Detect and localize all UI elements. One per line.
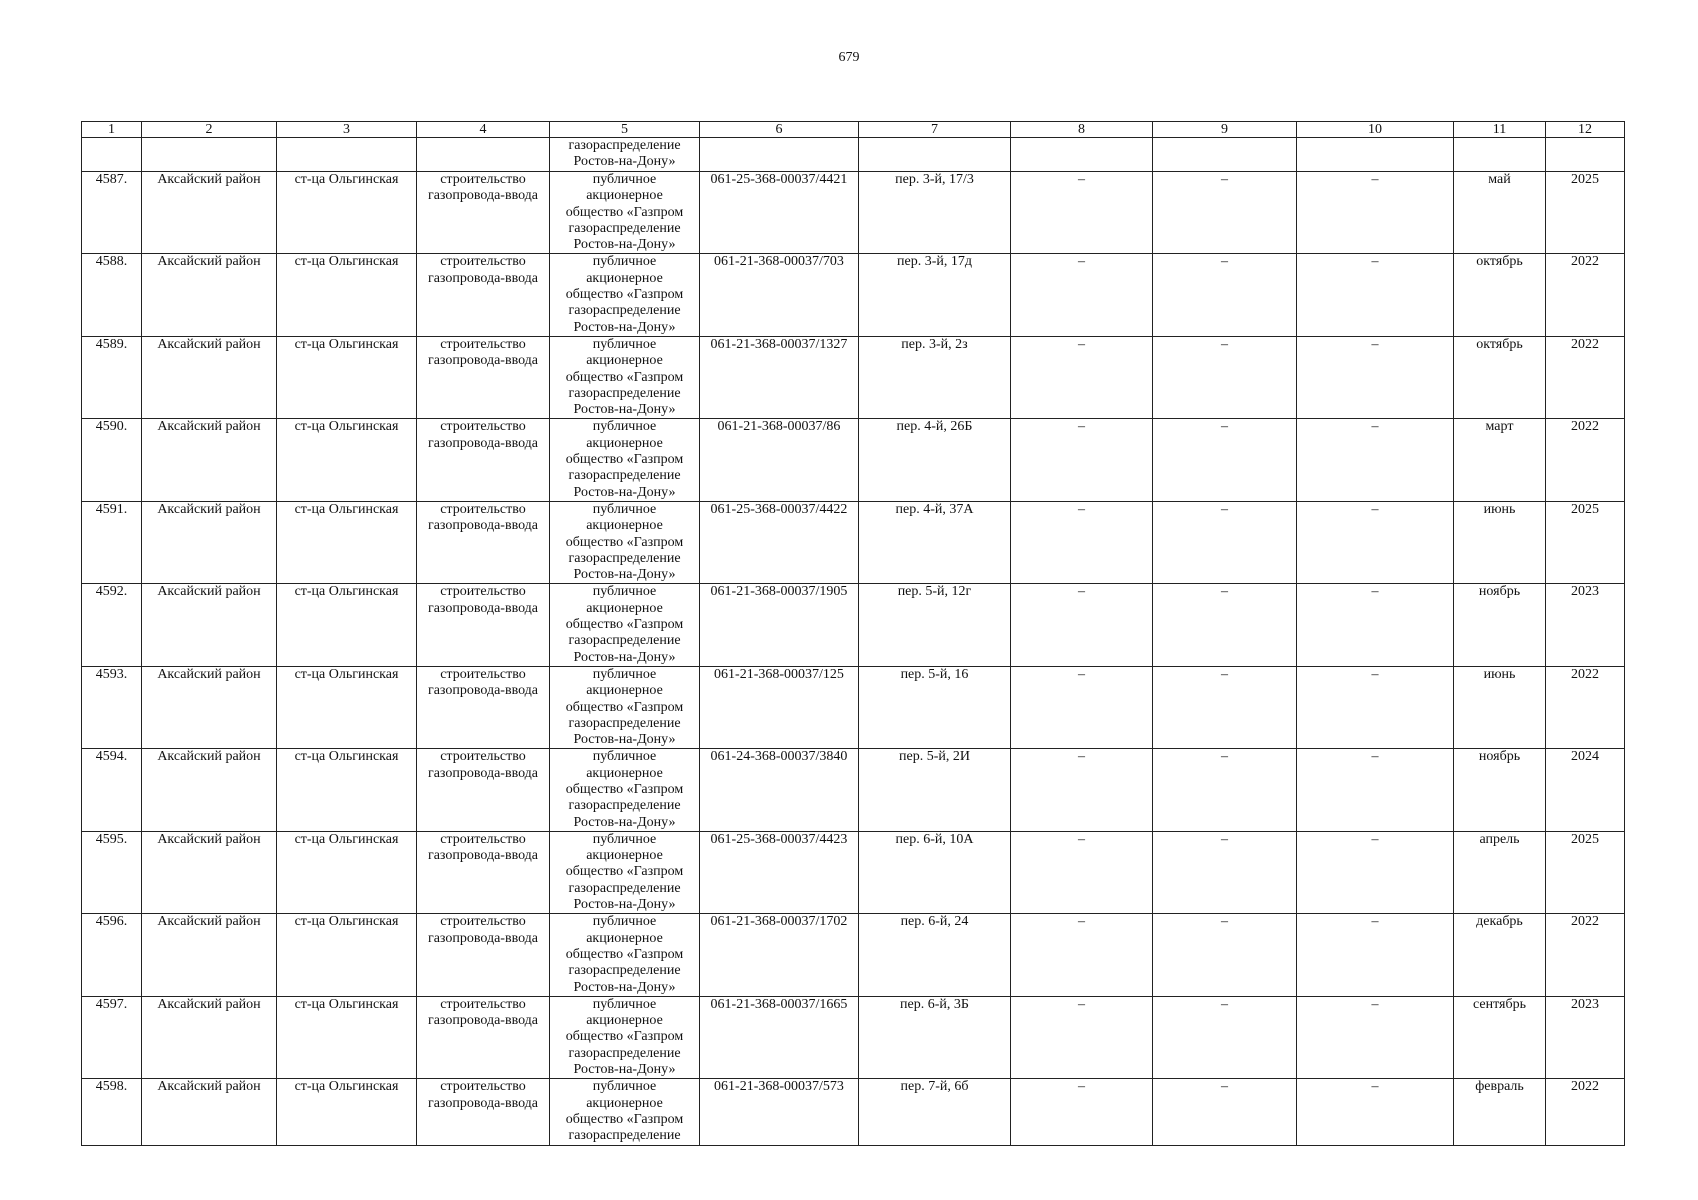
settlement-cell: ст-ца Ольгинская bbox=[277, 749, 417, 831]
cell-line: строительство bbox=[440, 914, 526, 930]
object-code-cell: 061-24-368-00037/3840 bbox=[700, 749, 859, 831]
district-cell: Аксайский район bbox=[142, 666, 277, 748]
cell-line: акционерное bbox=[586, 188, 663, 204]
column-9-cell: – bbox=[1153, 501, 1297, 583]
cell-line: газопровода-ввода bbox=[427, 683, 539, 699]
column-number-header: 10 bbox=[1297, 122, 1454, 138]
object-code-cell: 061-21-368-00037/1702 bbox=[700, 914, 859, 996]
year-cell: 2024 bbox=[1546, 749, 1625, 831]
column-10-cell: – bbox=[1297, 1079, 1454, 1145]
cell-line: публичное bbox=[592, 749, 657, 765]
cell-line: строительство bbox=[440, 1079, 526, 1095]
column-10-cell: – bbox=[1297, 914, 1454, 996]
month-cell: июнь bbox=[1454, 501, 1546, 583]
owner-cell bbox=[550, 666, 700, 748]
empty-cell bbox=[277, 138, 417, 172]
year-cell: 2025 bbox=[1546, 831, 1625, 913]
work-type-cell bbox=[417, 584, 550, 666]
row-number-cell: 4598. bbox=[82, 1079, 142, 1145]
district-cell: Аксайский район bbox=[142, 501, 277, 583]
column-10-cell: – bbox=[1297, 501, 1454, 583]
cell-line: Ростов-на-Дону» bbox=[573, 319, 676, 335]
empty-cell bbox=[1011, 138, 1153, 172]
cell-line: публичное bbox=[592, 996, 657, 1012]
month-cell: октябрь bbox=[1454, 336, 1546, 418]
cell-line: публичное bbox=[592, 336, 657, 352]
cell-line: газопровода-ввода bbox=[427, 765, 539, 781]
row-number-cell: 4588. bbox=[82, 254, 142, 336]
cell-line: газораспределение bbox=[568, 303, 681, 319]
owner-cell bbox=[550, 914, 700, 996]
address-cell: пер. 5-й, 16 bbox=[859, 666, 1011, 748]
month-cell: май bbox=[1454, 172, 1546, 254]
table-body bbox=[82, 138, 1625, 1146]
cell-line: Ростов-на-Дону» bbox=[573, 732, 676, 748]
table-row bbox=[82, 831, 1625, 913]
year-cell: 2022 bbox=[1546, 336, 1625, 418]
column-10-cell: – bbox=[1297, 336, 1454, 418]
owner-cell bbox=[550, 254, 700, 336]
district-cell: Аксайский район bbox=[142, 172, 277, 254]
table-row bbox=[82, 501, 1625, 583]
column-8-cell: – bbox=[1011, 419, 1153, 501]
settlement-cell: ст-ца Ольгинская bbox=[277, 666, 417, 748]
cell-line: строительство bbox=[440, 501, 526, 517]
owner-cell bbox=[550, 336, 700, 418]
empty-cell bbox=[859, 138, 1011, 172]
column-10-cell: – bbox=[1297, 666, 1454, 748]
table-row bbox=[82, 1079, 1625, 1145]
cell-line: газораспределение bbox=[568, 468, 681, 484]
cell-line: общество «Газпром bbox=[565, 864, 684, 880]
cell-line: строительство bbox=[440, 419, 526, 435]
page-number: 679 bbox=[838, 50, 860, 65]
column-number-header: 8 bbox=[1011, 122, 1153, 138]
month-cell: ноябрь bbox=[1454, 749, 1546, 831]
column-9-cell: – bbox=[1153, 666, 1297, 748]
object-code-cell: 061-21-368-00037/573 bbox=[700, 1079, 859, 1145]
district-cell: Аксайский район bbox=[142, 336, 277, 418]
owner-cell bbox=[550, 138, 700, 172]
row-number-cell: 4594. bbox=[82, 749, 142, 831]
year-cell: 2025 bbox=[1546, 501, 1625, 583]
table-row bbox=[82, 914, 1625, 996]
owner-cell bbox=[550, 419, 700, 501]
column-9-cell: – bbox=[1153, 831, 1297, 913]
column-8-cell: – bbox=[1011, 831, 1153, 913]
column-number-header: 5 bbox=[550, 122, 700, 138]
cell-line: публичное bbox=[592, 254, 657, 270]
settlement-cell: ст-ца Ольгинская bbox=[277, 172, 417, 254]
row-number-cell: 4590. bbox=[82, 419, 142, 501]
year-cell: 2022 bbox=[1546, 666, 1625, 748]
month-cell: октябрь bbox=[1454, 254, 1546, 336]
table-row bbox=[82, 336, 1625, 418]
row-number-cell: 4593. bbox=[82, 666, 142, 748]
year-cell: 2022 bbox=[1546, 914, 1625, 996]
cell-line: акционерное bbox=[586, 930, 663, 946]
work-type-cell bbox=[417, 666, 550, 748]
object-code-cell: 061-21-368-00037/703 bbox=[700, 254, 859, 336]
district-cell: Аксайский район bbox=[142, 1079, 277, 1145]
empty-cell bbox=[417, 138, 550, 172]
column-8-cell: – bbox=[1011, 996, 1153, 1078]
month-cell: декабрь bbox=[1454, 914, 1546, 996]
address-cell: пер. 6-й, 24 bbox=[859, 914, 1011, 996]
column-8-cell: – bbox=[1011, 914, 1153, 996]
cell-line: общество «Газпром bbox=[565, 369, 684, 385]
year-cell: 2022 bbox=[1546, 1079, 1625, 1145]
district-cell: Аксайский район bbox=[142, 254, 277, 336]
cell-line: газораспределение bbox=[568, 220, 681, 236]
object-code-cell: 061-21-368-00037/1905 bbox=[700, 584, 859, 666]
settlement-cell: ст-ца Ольгинская bbox=[277, 336, 417, 418]
cell-line: общество «Газпром bbox=[565, 946, 684, 962]
column-10-cell: – bbox=[1297, 584, 1454, 666]
district-cell: Аксайский район bbox=[142, 419, 277, 501]
cell-line: общество «Газпром bbox=[565, 1111, 684, 1127]
cell-line: газораспределение bbox=[568, 385, 681, 401]
cell-line: публичное bbox=[592, 914, 657, 930]
settlement-cell: ст-ца Ольгинская bbox=[277, 996, 417, 1078]
cell-line: строительство bbox=[440, 584, 526, 600]
cell-line: публичное bbox=[592, 501, 657, 517]
cell-line: акционерное bbox=[586, 270, 663, 286]
table-row bbox=[82, 749, 1625, 831]
column-9-cell: – bbox=[1153, 172, 1297, 254]
register-table bbox=[81, 121, 1625, 1146]
table-row bbox=[82, 666, 1625, 748]
row-number-cell: 4595. bbox=[82, 831, 142, 913]
year-cell: 2023 bbox=[1546, 584, 1625, 666]
cell-line: газопровода-ввода bbox=[427, 930, 539, 946]
column-8-cell: – bbox=[1011, 666, 1153, 748]
year-cell: 2023 bbox=[1546, 996, 1625, 1078]
work-type-cell bbox=[417, 254, 550, 336]
work-type-cell bbox=[417, 914, 550, 996]
cell-line: газопровода-ввода bbox=[427, 518, 539, 534]
cell-line: акционерное bbox=[586, 1013, 663, 1029]
cell-line: Ростов-на-Дону» bbox=[573, 567, 676, 583]
cell-line: Ростов-на-Дону» bbox=[573, 814, 676, 830]
settlement-cell: ст-ца Ольгинская bbox=[277, 501, 417, 583]
cell-line: строительство bbox=[440, 996, 526, 1012]
address-cell: пер. 4-й, 26Б bbox=[859, 419, 1011, 501]
cell-line: газораспределение bbox=[568, 1045, 681, 1061]
object-code-cell: 061-25-368-00037/4423 bbox=[700, 831, 859, 913]
empty-cell bbox=[142, 138, 277, 172]
address-cell: пер. 4-й, 37А bbox=[859, 501, 1011, 583]
object-code-cell: 061-21-368-00037/125 bbox=[700, 666, 859, 748]
cell-line: газораспределение bbox=[568, 963, 681, 979]
column-8-cell: – bbox=[1011, 336, 1153, 418]
cell-line: строительство bbox=[440, 831, 526, 847]
owner-cell bbox=[550, 172, 700, 254]
row-number-cell: 4587. bbox=[82, 172, 142, 254]
address-cell: пер. 6-й, 3Б bbox=[859, 996, 1011, 1078]
column-9-cell: – bbox=[1153, 419, 1297, 501]
cell-line: общество «Газпром bbox=[565, 617, 684, 633]
cell-line: публичное bbox=[592, 1079, 657, 1095]
column-9-cell: – bbox=[1153, 1079, 1297, 1145]
cell-line: газопровода-ввода bbox=[427, 1013, 539, 1029]
cell-line: акционерное bbox=[586, 518, 663, 534]
cell-line: газопровода-ввода bbox=[427, 435, 539, 451]
continuation-row bbox=[82, 138, 1625, 172]
column-number-header: 3 bbox=[277, 122, 417, 138]
month-cell: сентябрь bbox=[1454, 996, 1546, 1078]
column-9-cell: – bbox=[1153, 584, 1297, 666]
object-code-cell: 061-21-368-00037/1327 bbox=[700, 336, 859, 418]
empty-cell bbox=[1153, 138, 1297, 172]
owner-cell bbox=[550, 831, 700, 913]
month-cell: март bbox=[1454, 419, 1546, 501]
column-8-cell: – bbox=[1011, 584, 1153, 666]
settlement-cell: ст-ца Ольгинская bbox=[277, 584, 417, 666]
owner-cell bbox=[550, 584, 700, 666]
empty-cell bbox=[1297, 138, 1454, 172]
column-9-cell: – bbox=[1153, 336, 1297, 418]
cell-line: Ростов-на-Дону» bbox=[573, 484, 676, 500]
column-9-cell: – bbox=[1153, 914, 1297, 996]
cell-line: общество «Газпром bbox=[565, 287, 684, 303]
owner-cell bbox=[550, 501, 700, 583]
address-cell: пер. 3-й, 17д bbox=[859, 254, 1011, 336]
row-number-cell: 4589. bbox=[82, 336, 142, 418]
table-row bbox=[82, 172, 1625, 254]
month-cell: апрель bbox=[1454, 831, 1546, 913]
cell-line: газопровода-ввода bbox=[427, 848, 539, 864]
district-cell: Аксайский район bbox=[142, 914, 277, 996]
row-number-cell: 4592. bbox=[82, 584, 142, 666]
column-number-header: 9 bbox=[1153, 122, 1297, 138]
cell-line: газопровода-ввода bbox=[427, 353, 539, 369]
district-cell: Аксайский район bbox=[142, 996, 277, 1078]
column-10-cell: – bbox=[1297, 749, 1454, 831]
work-type-cell bbox=[417, 501, 550, 583]
settlement-cell: ст-ца Ольгинская bbox=[277, 254, 417, 336]
year-cell: 2022 bbox=[1546, 419, 1625, 501]
cell-line: общество «Газпром bbox=[565, 452, 684, 468]
object-code-cell: 061-21-368-00037/1665 bbox=[700, 996, 859, 1078]
cell-line: общество «Газпром bbox=[565, 781, 684, 797]
cell-line: публичное bbox=[592, 831, 657, 847]
work-type-cell bbox=[417, 172, 550, 254]
column-number-header: 6 bbox=[700, 122, 859, 138]
cell-line: акционерное bbox=[586, 600, 663, 616]
cell-line: строительство bbox=[440, 336, 526, 352]
work-type-cell bbox=[417, 336, 550, 418]
column-8-cell: – bbox=[1011, 501, 1153, 583]
cell-line: газораспределение bbox=[568, 1128, 681, 1144]
column-number-header: 11 bbox=[1454, 122, 1546, 138]
table-row bbox=[82, 996, 1625, 1078]
cell-line: публичное bbox=[592, 419, 657, 435]
work-type-cell bbox=[417, 831, 550, 913]
settlement-cell: ст-ца Ольгинская bbox=[277, 914, 417, 996]
column-8-cell: – bbox=[1011, 1079, 1153, 1145]
table-row bbox=[82, 419, 1625, 501]
object-code-cell: 061-21-368-00037/86 bbox=[700, 419, 859, 501]
cell-line: акционерное bbox=[586, 683, 663, 699]
object-code-cell: 061-25-368-00037/4421 bbox=[700, 172, 859, 254]
work-type-cell bbox=[417, 996, 550, 1078]
owner-cell bbox=[550, 996, 700, 1078]
cell-line: публичное bbox=[592, 666, 657, 682]
cell-line: строительство bbox=[440, 254, 526, 270]
row-number-cell: 4591. bbox=[82, 501, 142, 583]
owner-cell bbox=[550, 749, 700, 831]
cell-line: Ростов-на-Дону» bbox=[573, 1062, 676, 1078]
column-number-row bbox=[82, 122, 1625, 138]
year-cell: 2022 bbox=[1546, 254, 1625, 336]
month-cell: июнь bbox=[1454, 666, 1546, 748]
cell-line: общество «Газпром bbox=[565, 534, 684, 550]
cell-line: Ростов-на-Дону» bbox=[573, 402, 676, 418]
empty-cell bbox=[82, 138, 142, 172]
empty-cell bbox=[700, 138, 859, 172]
table-row bbox=[82, 584, 1625, 666]
column-9-cell: – bbox=[1153, 996, 1297, 1078]
row-number-cell: 4597. bbox=[82, 996, 142, 1078]
object-code-cell: 061-25-368-00037/4422 bbox=[700, 501, 859, 583]
district-cell: Аксайский район bbox=[142, 831, 277, 913]
empty-cell bbox=[1546, 138, 1625, 172]
work-type-cell bbox=[417, 749, 550, 831]
cell-line: акционерное bbox=[586, 765, 663, 781]
settlement-cell: ст-ца Ольгинская bbox=[277, 1079, 417, 1145]
cell-line: Ростов-на-Дону» bbox=[573, 154, 676, 170]
district-cell: Аксайский район bbox=[142, 584, 277, 666]
cell-line: строительство bbox=[440, 666, 526, 682]
address-cell: пер. 5-й, 2И bbox=[859, 749, 1011, 831]
column-8-cell: – bbox=[1011, 172, 1153, 254]
cell-line: Ростов-на-Дону» bbox=[573, 979, 676, 995]
address-cell: пер. 3-й, 17/3 bbox=[859, 172, 1011, 254]
cell-line: общество «Газпром bbox=[565, 1029, 684, 1045]
cell-line: строительство bbox=[440, 172, 526, 187]
column-8-cell: – bbox=[1011, 254, 1153, 336]
cell-line: газораспределение bbox=[568, 138, 681, 153]
cell-line: газораспределение bbox=[568, 715, 681, 731]
column-10-cell: – bbox=[1297, 996, 1454, 1078]
cell-line: Ростов-на-Дону» bbox=[573, 897, 676, 913]
cell-line: строительство bbox=[440, 749, 526, 765]
row-number-cell: 4596. bbox=[82, 914, 142, 996]
cell-line: газопровода-ввода bbox=[427, 1095, 539, 1111]
cell-line: публичное bbox=[592, 584, 657, 600]
address-cell: пер. 3-й, 2з bbox=[859, 336, 1011, 418]
column-9-cell: – bbox=[1153, 749, 1297, 831]
empty-cell bbox=[1454, 138, 1546, 172]
address-cell: пер. 5-й, 12г bbox=[859, 584, 1011, 666]
cell-line: газораспределение bbox=[568, 880, 681, 896]
column-number-header: 12 bbox=[1546, 122, 1625, 138]
column-9-cell: – bbox=[1153, 254, 1297, 336]
cell-line: акционерное bbox=[586, 353, 663, 369]
settlement-cell: ст-ца Ольгинская bbox=[277, 831, 417, 913]
cell-line: газораспределение bbox=[568, 633, 681, 649]
address-cell: пер. 6-й, 10А bbox=[859, 831, 1011, 913]
cell-line: газопровода-ввода bbox=[427, 270, 539, 286]
district-cell: Аксайский район bbox=[142, 749, 277, 831]
cell-line: газораспределение bbox=[568, 798, 681, 814]
cell-line: газораспределение bbox=[568, 550, 681, 566]
column-number-header: 7 bbox=[859, 122, 1011, 138]
settlement-cell: ст-ца Ольгинская bbox=[277, 419, 417, 501]
work-type-cell bbox=[417, 419, 550, 501]
cell-line: Ростов-на-Дону» bbox=[573, 649, 676, 665]
column-number-header: 2 bbox=[142, 122, 277, 138]
cell-line: публичное bbox=[592, 172, 657, 187]
work-type-cell bbox=[417, 1079, 550, 1145]
column-10-cell: – bbox=[1297, 831, 1454, 913]
column-number-header: 4 bbox=[417, 122, 550, 138]
cell-line: общество «Газпром bbox=[565, 204, 684, 220]
column-number-header: 1 bbox=[82, 122, 142, 138]
owner-cell bbox=[550, 1079, 700, 1145]
column-8-cell: – bbox=[1011, 749, 1153, 831]
cell-line: акционерное bbox=[586, 848, 663, 864]
cell-line: общество «Газпром bbox=[565, 699, 684, 715]
year-cell: 2025 bbox=[1546, 172, 1625, 254]
table-row bbox=[82, 254, 1625, 336]
column-10-cell: – bbox=[1297, 172, 1454, 254]
cell-line: акционерное bbox=[586, 435, 663, 451]
month-cell: ноябрь bbox=[1454, 584, 1546, 666]
cell-line: газопровода-ввода bbox=[427, 600, 539, 616]
cell-line: Ростов-на-Дону» bbox=[573, 237, 676, 253]
month-cell: февраль bbox=[1454, 1079, 1546, 1145]
column-10-cell: – bbox=[1297, 419, 1454, 501]
cell-line: газопровода-ввода bbox=[427, 188, 539, 204]
column-10-cell: – bbox=[1297, 254, 1454, 336]
address-cell: пер. 7-й, 6б bbox=[859, 1079, 1011, 1145]
cell-line: акционерное bbox=[586, 1095, 663, 1111]
